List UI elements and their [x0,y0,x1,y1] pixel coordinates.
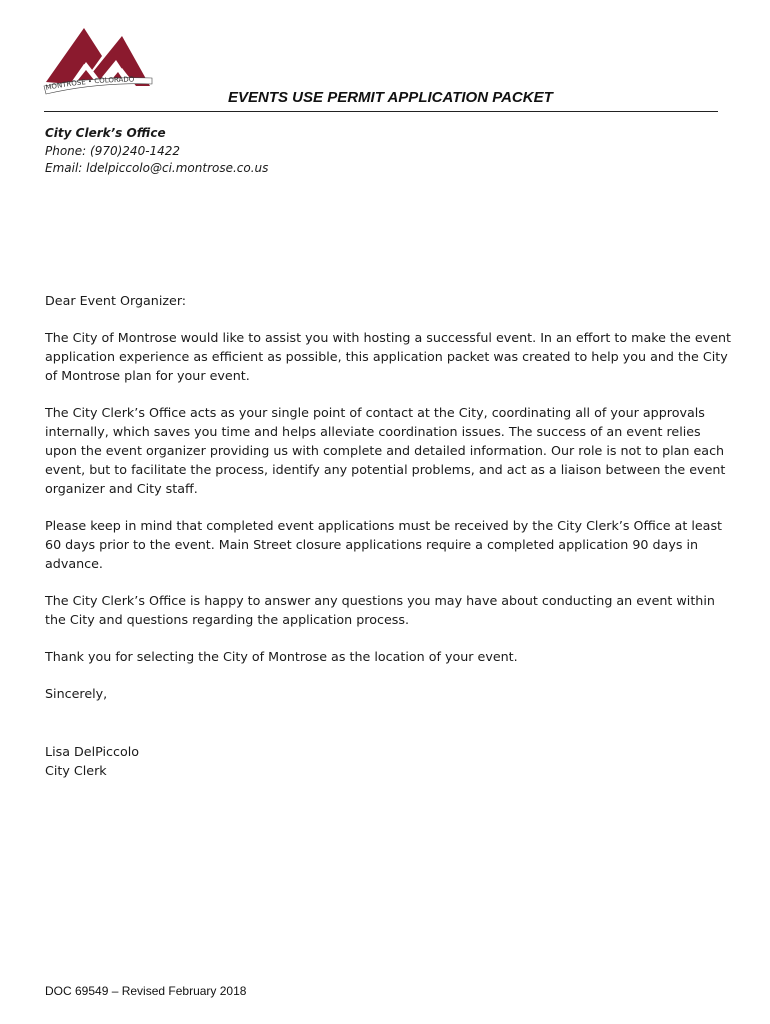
montrose-mountain-icon [42,24,154,104]
letter-body [45,291,735,780]
letter-paragraph: The City Clerk’s Office acts as your single point of contact at the City, coordinating all of your approvals internally, which saves you time and helps alleviate coordination issues. The success of an event relies upon the event organizer providing us with complete and detailed information. Our role is not to plan each event, but to facilitate the process, identify any potential problems, and act as a liaison between the event organizer and City staff. [45,405,726,496]
title-divider [44,111,718,112]
closing: Sincerely, [45,686,108,701]
letter-paragraph: Thank you for selecting the City of Montrose as the location of your event. [45,649,518,664]
letter-paragraph: The City of Montrose would like to assist you with hosting a successful event. In an effort to make the event application experience as efficient as possible, this application packet was created to help you and the City of Montrose plan for your event. [45,330,732,383]
email-line: Email: ldelpiccolo@ci.montrose.co.us [45,161,269,175]
montrose-logo [42,24,154,104]
salutation: Dear Event Organizer: [45,293,187,308]
logo-text: MONTROSE • COLORADO [44,75,135,92]
phone-line: Phone: (970)240-1422 [45,143,181,158]
contact-block [45,125,268,178]
signer-name: Lisa DelPiccolo [45,744,140,759]
letter-paragraph: The City Clerk’s Office is happy to answer any questions you may have about conducting an event within the City and questions regarding the application process. [45,593,715,627]
document-reference: DOC 69549 – Revised February 2018 [45,984,247,998]
page-title: EVENTS USE PERMIT APPLICATION PACKET [228,89,553,106]
office-name: City Clerk’s Office [45,126,166,140]
signer-title: City Clerk [45,763,107,778]
letter-paragraph: Please keep in mind that completed event applications must be received by the City Clerk’s Office at least 60 days prior to the event. Main Street closure applications require a completed application 90 days in advance. [45,518,723,571]
